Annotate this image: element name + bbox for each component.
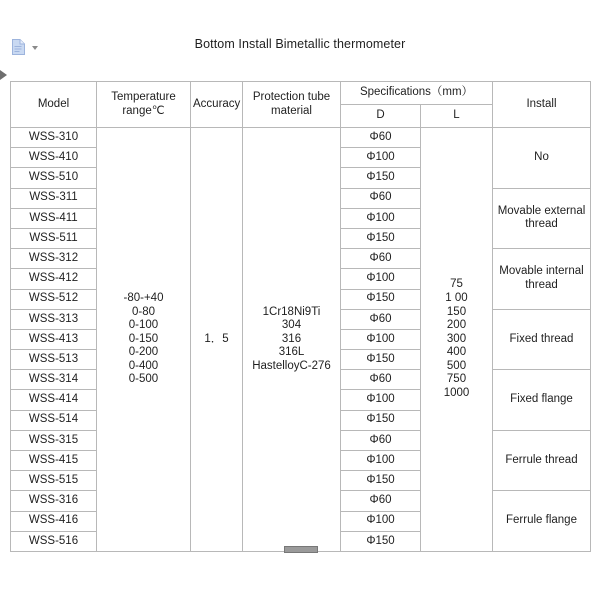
column-header-material bbox=[243, 82, 341, 128]
cell-model: WSS-310 bbox=[11, 128, 97, 148]
column-header-accuracy: Accuracy bbox=[191, 82, 243, 128]
column-header-temperature bbox=[97, 82, 191, 128]
cell-model: WSS-515 bbox=[11, 471, 97, 491]
cell-diameter: Φ150 bbox=[341, 350, 421, 370]
spec-table-container bbox=[10, 81, 590, 552]
column-header-length: L bbox=[421, 105, 493, 128]
cell-model: WSS-312 bbox=[11, 249, 97, 269]
cell-install: Movable internal thread bbox=[493, 249, 591, 310]
cell-install: Movable external thread bbox=[493, 188, 591, 249]
cell-model: WSS-314 bbox=[11, 370, 97, 390]
table-resize-handle[interactable] bbox=[284, 546, 318, 553]
cell-diameter: Φ100 bbox=[341, 511, 421, 531]
table-row bbox=[11, 128, 591, 148]
cell-model: WSS-415 bbox=[11, 451, 97, 471]
cell-diameter: Φ150 bbox=[341, 531, 421, 551]
cell-model: WSS-513 bbox=[11, 350, 97, 370]
cell-model: WSS-311 bbox=[11, 188, 97, 208]
length-value: 1000 bbox=[443, 386, 470, 399]
length-value: 75 bbox=[450, 278, 463, 291]
cell-diameter: Φ150 bbox=[341, 168, 421, 188]
temperature-value: 0-100 bbox=[128, 319, 159, 332]
specification-table bbox=[10, 81, 591, 552]
material-value: 304 bbox=[281, 319, 302, 332]
cell-model: WSS-512 bbox=[11, 289, 97, 309]
cell-diameter: Φ60 bbox=[341, 430, 421, 450]
material-label-line1: Protection tube bbox=[252, 90, 331, 103]
cell-diameter: Φ60 bbox=[341, 188, 421, 208]
cell-install: Ferrule thread bbox=[493, 430, 591, 491]
temperature-value: 0-400 bbox=[128, 359, 159, 372]
column-header-specifications: Specifications（mm） bbox=[341, 82, 493, 105]
material-value: 316L bbox=[278, 346, 305, 359]
cell-diameter: Φ100 bbox=[341, 390, 421, 410]
column-header-model: Model bbox=[11, 82, 97, 128]
column-header-install: Install bbox=[493, 82, 591, 128]
cell-model: WSS-416 bbox=[11, 511, 97, 531]
cell-model: WSS-414 bbox=[11, 390, 97, 410]
cell-diameter: Φ60 bbox=[341, 491, 421, 511]
cell-diameter: Φ150 bbox=[341, 410, 421, 430]
cell-diameter: Φ100 bbox=[341, 208, 421, 228]
table-body bbox=[11, 128, 591, 552]
cell-install: Fixed thread bbox=[493, 309, 591, 370]
cell-model: WSS-413 bbox=[11, 329, 97, 349]
cell-install: Ferrule flange bbox=[493, 491, 591, 552]
cell-material bbox=[243, 128, 341, 552]
length-value: 300 bbox=[446, 332, 467, 345]
material-value: 316 bbox=[281, 332, 302, 345]
cell-model: WSS-313 bbox=[11, 309, 97, 329]
temperature-label-line1: Temperature bbox=[111, 90, 176, 103]
cell-diameter: Φ150 bbox=[341, 471, 421, 491]
cell-model: WSS-315 bbox=[11, 430, 97, 450]
cell-model: WSS-410 bbox=[11, 148, 97, 168]
header-row-top bbox=[11, 82, 591, 105]
cell-diameter: Φ60 bbox=[341, 128, 421, 148]
cell-diameter: Φ100 bbox=[341, 148, 421, 168]
temperature-value: 0-200 bbox=[128, 346, 159, 359]
cell-diameter: Φ60 bbox=[341, 309, 421, 329]
row-selection-marker[interactable] bbox=[0, 70, 7, 80]
toolbar bbox=[0, 34, 600, 60]
temperature-value: 0-150 bbox=[128, 332, 159, 345]
cell-diameter: Φ150 bbox=[341, 289, 421, 309]
cell-model: WSS-516 bbox=[11, 531, 97, 551]
temperature-value: 0-80 bbox=[131, 305, 156, 318]
column-header-diameter: D bbox=[341, 105, 421, 128]
length-value: 750 bbox=[446, 373, 467, 386]
length-value: 1 00 bbox=[445, 292, 468, 304]
length-value: 400 bbox=[446, 346, 467, 359]
cell-diameter: Φ100 bbox=[341, 269, 421, 289]
cell-install: Fixed flange bbox=[493, 370, 591, 431]
cell-accuracy: 1．5 bbox=[191, 128, 243, 552]
length-value: 500 bbox=[446, 359, 467, 372]
cell-diameter: Φ150 bbox=[341, 228, 421, 248]
cell-diameter: Φ100 bbox=[341, 451, 421, 471]
cell-model: WSS-511 bbox=[11, 228, 97, 248]
cell-length bbox=[421, 128, 493, 552]
cell-temperature-range bbox=[97, 128, 191, 552]
table-header bbox=[11, 82, 591, 128]
temperature-value: 0-500 bbox=[128, 373, 159, 386]
cell-model: WSS-412 bbox=[11, 269, 97, 289]
material-value: 1Cr18Ni9Ti bbox=[262, 305, 321, 318]
cell-diameter: Φ100 bbox=[341, 329, 421, 349]
cell-diameter: Φ60 bbox=[341, 249, 421, 269]
cell-model: WSS-510 bbox=[11, 168, 97, 188]
temperature-value: -80-+40 bbox=[123, 292, 164, 304]
temperature-label-line2: range℃ bbox=[122, 104, 165, 117]
material-value: HastelloyC-276 bbox=[252, 359, 331, 372]
cell-install: No bbox=[493, 128, 591, 189]
material-label-line2: material bbox=[271, 104, 312, 117]
page-title: Bottom Install Bimetallic thermometer bbox=[194, 37, 406, 51]
length-value: 150 bbox=[446, 305, 467, 318]
cell-model: WSS-411 bbox=[11, 208, 97, 228]
cell-model: WSS-316 bbox=[11, 491, 97, 511]
length-value: 200 bbox=[446, 319, 467, 332]
cell-model: WSS-514 bbox=[11, 410, 97, 430]
cell-diameter: Φ60 bbox=[341, 370, 421, 390]
